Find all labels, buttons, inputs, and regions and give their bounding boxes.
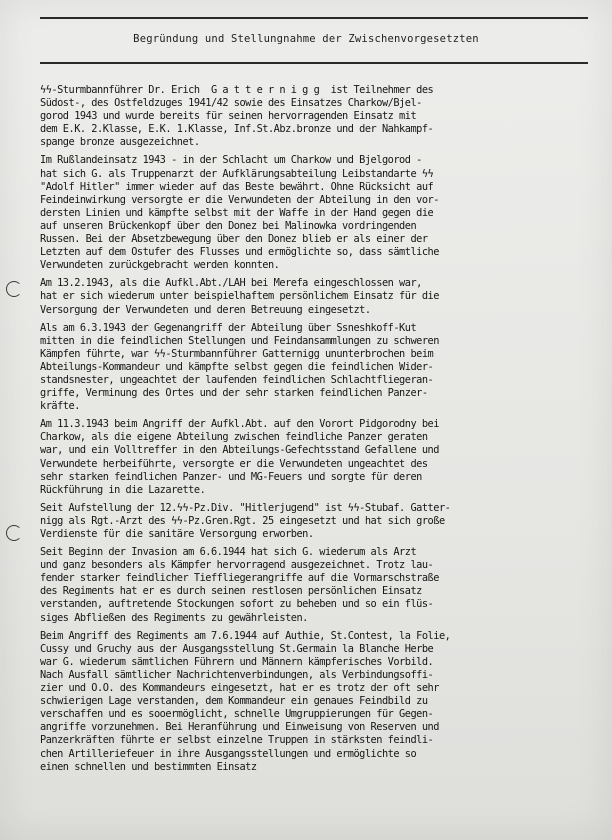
text-line: gorod 1943 und wurde bereits für seinen hervorragenden Einsatz mit — [40, 110, 417, 123]
text-line: war, und ein Volltreffer in den Abteilungs-Gefechtsstand Gefallene und — [40, 444, 439, 457]
text-line: Charkow, als die eigene Abteilung zwischen feindliche Panzer geraten — [40, 431, 428, 444]
paragraph — [40, 546, 595, 625]
text-line: schwierigen Lage verstanden, dem Kommandeur ein genaues Feindbild zu — [40, 695, 428, 708]
text-line: hat sich G. als Truppenarzt der Aufklärungsabteilung Leibstandarte ϟϟ — [40, 167, 434, 180]
text-line: hat er sich wiederum unter beispielhaftem persönlichem Einsatz für die — [40, 290, 439, 303]
text-line: Versorgung der Verwundeten und deren Betreuung eingesetzt. — [40, 303, 371, 316]
text-line: chen Artilleriefeuer in ihre Ausgangsstellungen und ermöglichte so — [40, 747, 417, 760]
text-line: einen schnellen und bestimmten Einsatz — [40, 760, 257, 773]
paragraph — [40, 84, 595, 149]
text-line: Feindeinwirkung versorgte er die Verwundeten der Abteilung in den vor- — [40, 193, 439, 206]
document-body — [40, 84, 595, 779]
text-line: Südost-, des Ostfeldzuges 1941/42 sowie des Einsatzes Charkow/Bjel- — [40, 97, 422, 110]
text-line: spange bronze ausgezeichnet. — [40, 136, 200, 149]
text-line: Verdienste für die sanitäre Versorgung erworben. — [40, 528, 314, 540]
text-line: des Regiments hat er es durch seinen restlosen persönlichen Einsatz — [40, 585, 422, 598]
text-line: kräfte. — [40, 400, 80, 413]
text-line: Abteilungs-Kommandeur und kämpfte selbst gegen die feindlichen Wider- — [40, 360, 434, 373]
text-line: dersten Linien und kämpfte selbst mit der Waffe in der Hand gegen die — [40, 206, 434, 219]
text-line: "Adolf Hitler" immer wieder auf das Beste bewährt. Ohne Rücksicht auf — [40, 180, 434, 193]
text-line: sehr starken feindlichen Panzer- und MG-Feuers und sorgte für deren — [40, 470, 422, 483]
text-line: zier und O.O. des Kommandeurs eingesetzt, hat er es trotz der oft sehr — [40, 682, 439, 695]
text-line: Seit Aufstellung der 12.ϟϟ-Pz.Div. "Hitlerjugend" ist ϟϟ-Stubaf. Gatter- — [40, 501, 451, 514]
text-line: Am 11.3.1943 beim Angriff der Aufkl.Abt. auf den Vorort Pidgorodny bei — [40, 418, 439, 431]
paragraph — [40, 418, 595, 497]
paragraph — [40, 630, 595, 774]
text-line: Rückführung in die Lazarette. — [40, 483, 206, 496]
text-line: Beim Angriff des Regiments am 7.6.1944 auf Authie, St.Contest, la Folie, — [40, 629, 451, 642]
text-line: Nach Ausfall sämtlicher Nachrichtenverbindungen, als Verbindungsoffi- — [40, 668, 434, 681]
text-line: nigg als Rgt.-Arzt des ϟϟ-Pz.Gren.Rgt. 25 eingesetzt und hat sich große — [40, 514, 445, 527]
paragraph — [40, 154, 595, 272]
text-line: fender starker feindlicher Tieffliegerangriffe auf die Vormarschstraße — [40, 572, 439, 585]
text-line: siges Abfließen des Regiments zu gewährleisten. — [40, 611, 308, 624]
text-line: angriffe vorzunehmen. Bei Heranführung und Einweisung von Reserven und — [40, 721, 439, 734]
text-line: verstanden, auftretende Stockungen sofort zu beheben und so ein flüs- — [40, 598, 434, 611]
text-line: mitten in die feindlichen Stellungen und Feindansammlungen zu schweren — [40, 334, 439, 347]
text-line: Seit Beginn der Invasion am 6.6.1944 hat sich G. wiederum als Arzt — [40, 546, 417, 559]
paragraph — [40, 322, 595, 414]
text-line: dem E.K. 2.Klasse, E.K. 1.Klasse, Inf.St.Abz.bronze und der Nahkampf- — [40, 123, 434, 136]
text-line: Russen. Bei der Absetzbewegung über den Donez blieb er als einer der — [40, 233, 428, 246]
text-line: griffe, Verminung des Ortes und der sehr starken feindlichen Panzer- — [40, 387, 428, 400]
heading-underline-rule — [40, 62, 588, 64]
text-line: Am 13.2.1943, als die Aufkl.Abt./LAH bei Merefa eingeschlossen war, — [40, 277, 422, 290]
punch-hole-mark — [6, 525, 22, 541]
punch-hole-mark — [6, 281, 22, 297]
text-line: Verwundete herbeiführte, versorgte er die Verwundeten ungeachtet des — [40, 457, 428, 470]
text-line: auf unseren Brückenkopf über den Donez bei Malinowka vordringenden — [40, 219, 417, 232]
document-heading: Begründung und Stellungnahme der Zwischenvorgesetzten — [133, 33, 479, 45]
text-line: Kämpfen führte, war ϟϟ-Sturmbannführer Gatternigg ununterbrochen beim — [40, 347, 434, 360]
top-rule — [40, 17, 588, 19]
text-line: Panzerkräften führte er selbst einzelne Truppen in stärksten feindli- — [40, 734, 434, 747]
text-line: war G. wiederum sämtlichen Führern und Männern kämpferisches Vorbild. — [40, 655, 434, 668]
text-line: und ganz besonders als Kämpfer hervorragend ausgezeichnet. Trotz lau- — [40, 559, 434, 572]
text-line: Als am 6.3.1943 der Gegenangriff der Abteilung über Ssneshkoff-Kut — [40, 321, 417, 334]
text-line: ϟϟ-Sturmbannführer Dr. Erich G a t t e r n i g g ist Teilnehmer des — [40, 84, 434, 96]
text-line: Verwundeten zurückgebracht werden konnten. — [40, 259, 280, 272]
text-line: Letzten auf dem Ostufer des Flusses und ermöglichte so, dass sämtliche — [40, 246, 439, 259]
text-line: Cussy und Gruchy aus der Ausgangsstellung St.Germain la Blanche Herbe — [40, 642, 434, 655]
text-line: standsnester, ungeachtet der laufenden feindlichen Schlachtfliegeran- — [40, 373, 434, 386]
paragraph — [40, 277, 595, 316]
paragraph — [40, 502, 595, 541]
text-line: verschaffen und es sooermöglicht, schnelle Umgruppierungen für Gegen- — [40, 708, 434, 721]
text-line: Im Rußlandeinsatz 1943 - in der Schlacht um Charkow und Bjelgorod - — [40, 154, 422, 167]
